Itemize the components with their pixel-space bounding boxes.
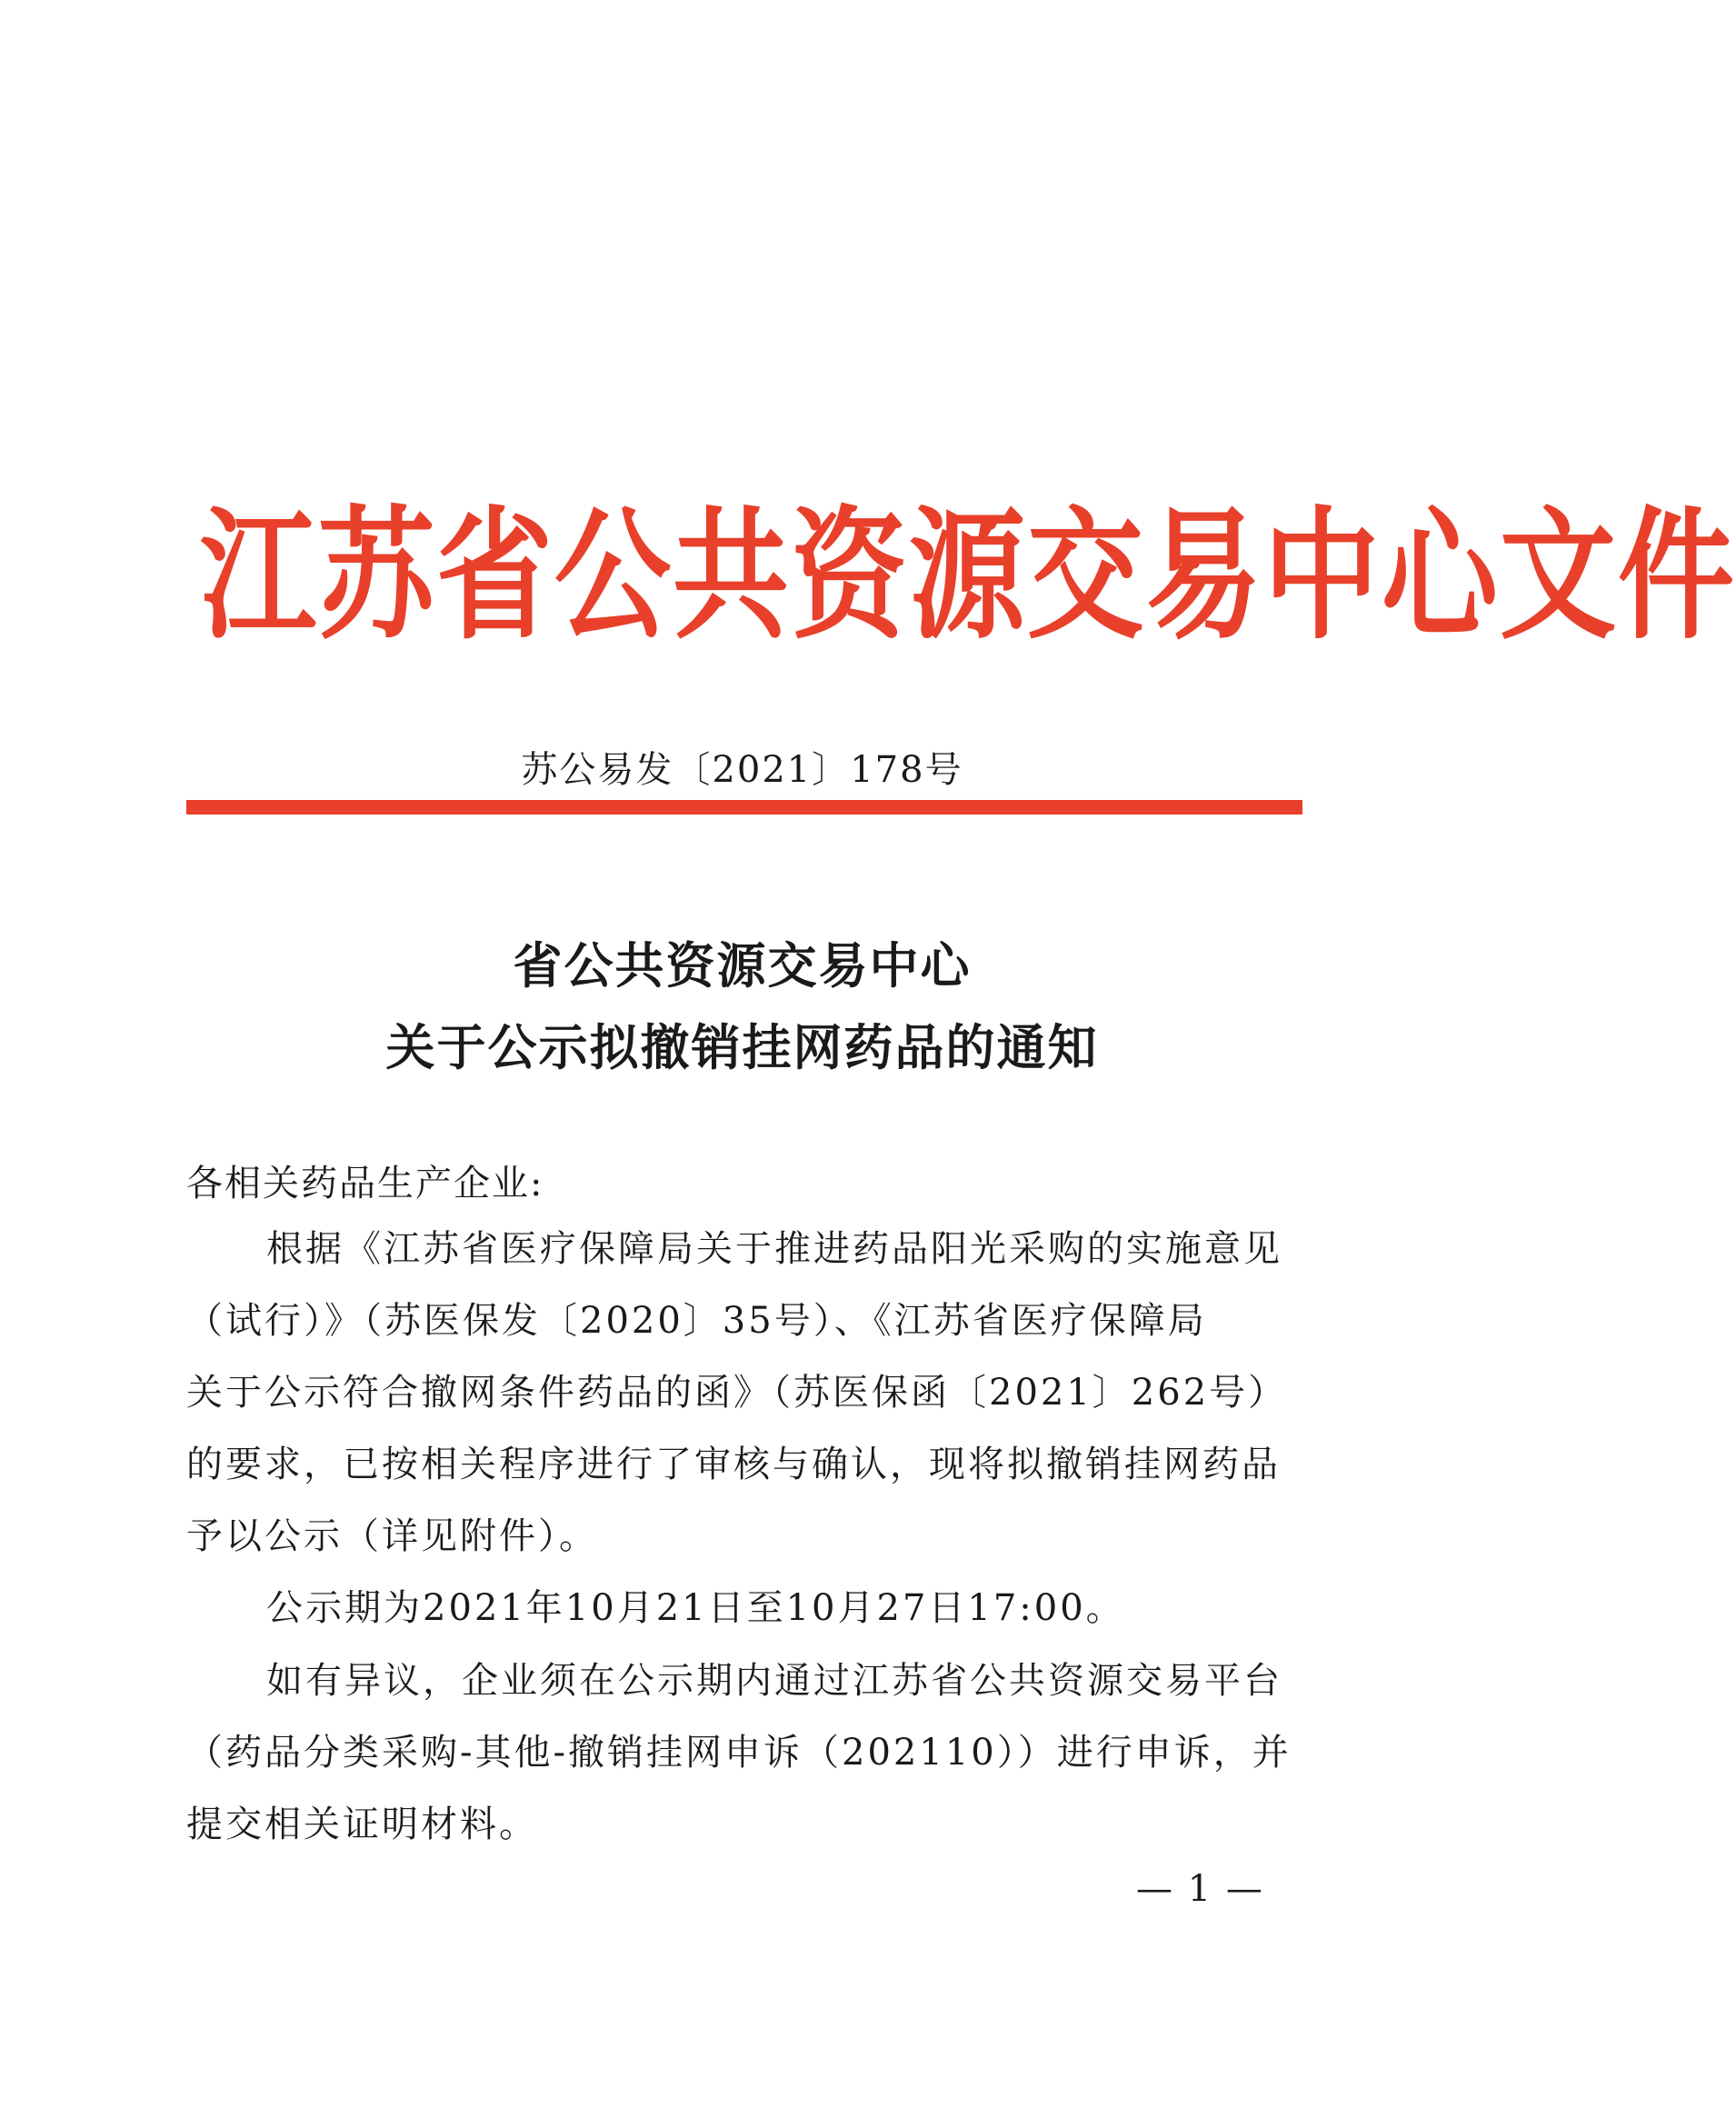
notice-title-line-2: 关于公示拟撤销挂网药品的通知: [385, 1019, 1099, 1076]
document-header-title: 江苏省公共资源交易中心文件: [200, 494, 1736, 660]
paragraph-line: 的要求，已按相关程序进行了审核与确认，现将拟撤销挂网药品: [186, 1444, 1281, 1485]
paragraph-line: （药品分类采购-其他-撤销挂网申诉（202110））进行申诉，并: [186, 1732, 1292, 1774]
paragraph-line: 公示期为2021年10月21日至10月27日17:00。: [266, 1587, 1125, 1629]
header-red-divider: [186, 800, 1302, 815]
paragraph-objection: [186, 1645, 1304, 1861]
paragraph-period: [186, 1573, 1304, 1644]
page-number: — 1 —: [1136, 1868, 1264, 1910]
paragraph-line: 如有异议，企业须在公示期内通过江苏省公共资源交易平台: [266, 1660, 1282, 1702]
document-number: 苏公易发〔2021〕178号: [521, 749, 963, 791]
salutation: 各相关药品生产企业:: [186, 1163, 544, 1204]
paragraph-line: 予以公示（详见附件）。: [186, 1515, 598, 1557]
paragraph-line: 提交相关证明材料。: [186, 1804, 538, 1845]
notice-title-line-1: 省公共资源交易中心: [513, 937, 972, 995]
paragraph-basis: [186, 1214, 1304, 1573]
paragraph-line: 关于公示符合撤网条件药品的函》（苏医保函〔2021〕262号）: [186, 1372, 1288, 1414]
paragraph-line: （试行）》（苏医保发〔2020〕35号）、《江苏省医疗保障局: [186, 1300, 1207, 1342]
paragraph-line: 根据《江苏省医疗保障局关于推进药品阳光采购的实施意见: [266, 1228, 1282, 1270]
